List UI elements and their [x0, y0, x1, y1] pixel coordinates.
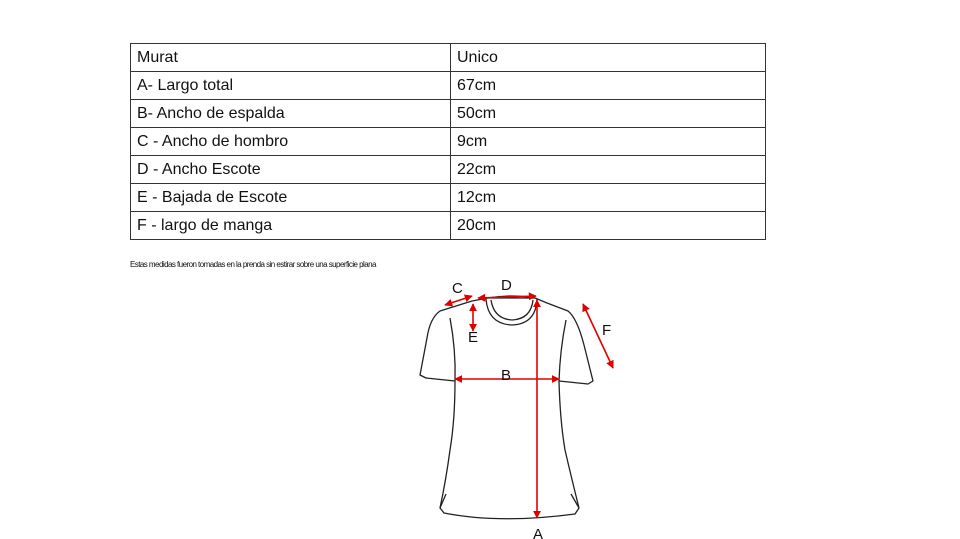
- measure-value: 12cm: [451, 184, 766, 212]
- model-name-cell: Murat: [131, 44, 451, 72]
- label-a: A: [533, 526, 544, 539]
- tshirt-outline: [420, 296, 593, 519]
- table-row: [131, 156, 766, 184]
- table-header-row: [131, 44, 766, 72]
- table-row: [131, 100, 766, 128]
- tshirt-measurement-diagram: [400, 262, 640, 539]
- measure-label: E - Bajada de Escote: [131, 184, 451, 212]
- label-c: C: [452, 280, 463, 297]
- table-row: [131, 184, 766, 212]
- measurement-note: Estas medidas fueron tomadas en la prenda sin estirar sobre una superficie plana: [130, 260, 376, 269]
- label-d: D: [501, 277, 512, 294]
- measure-label: C - Ancho de hombro: [131, 128, 451, 156]
- label-b: B: [501, 367, 512, 384]
- arrow-c-shoulder-width: [445, 296, 472, 305]
- neckline-inner: [491, 300, 533, 320]
- measure-label: D - Ancho Escote: [131, 156, 451, 184]
- tshirt-body: [420, 298, 593, 519]
- right-sleeve-seam: [559, 320, 566, 381]
- table-row: [131, 128, 766, 156]
- measure-value: 9cm: [451, 128, 766, 156]
- size-table: [130, 43, 766, 240]
- measure-label: B- Ancho de espalda: [131, 100, 451, 128]
- measure-value: 50cm: [451, 100, 766, 128]
- measure-value: 22cm: [451, 156, 766, 184]
- measure-value: 20cm: [451, 212, 766, 240]
- size-name-cell: Unico: [451, 44, 766, 72]
- measure-label: A- Largo total: [131, 72, 451, 100]
- table-row: [131, 72, 766, 100]
- label-e: E: [468, 329, 479, 346]
- label-f: F: [602, 322, 612, 339]
- table-row: [131, 212, 766, 240]
- measure-label: F - largo de manga: [131, 212, 451, 240]
- measure-value: 67cm: [451, 72, 766, 100]
- left-sleeve-seam: [450, 318, 455, 381]
